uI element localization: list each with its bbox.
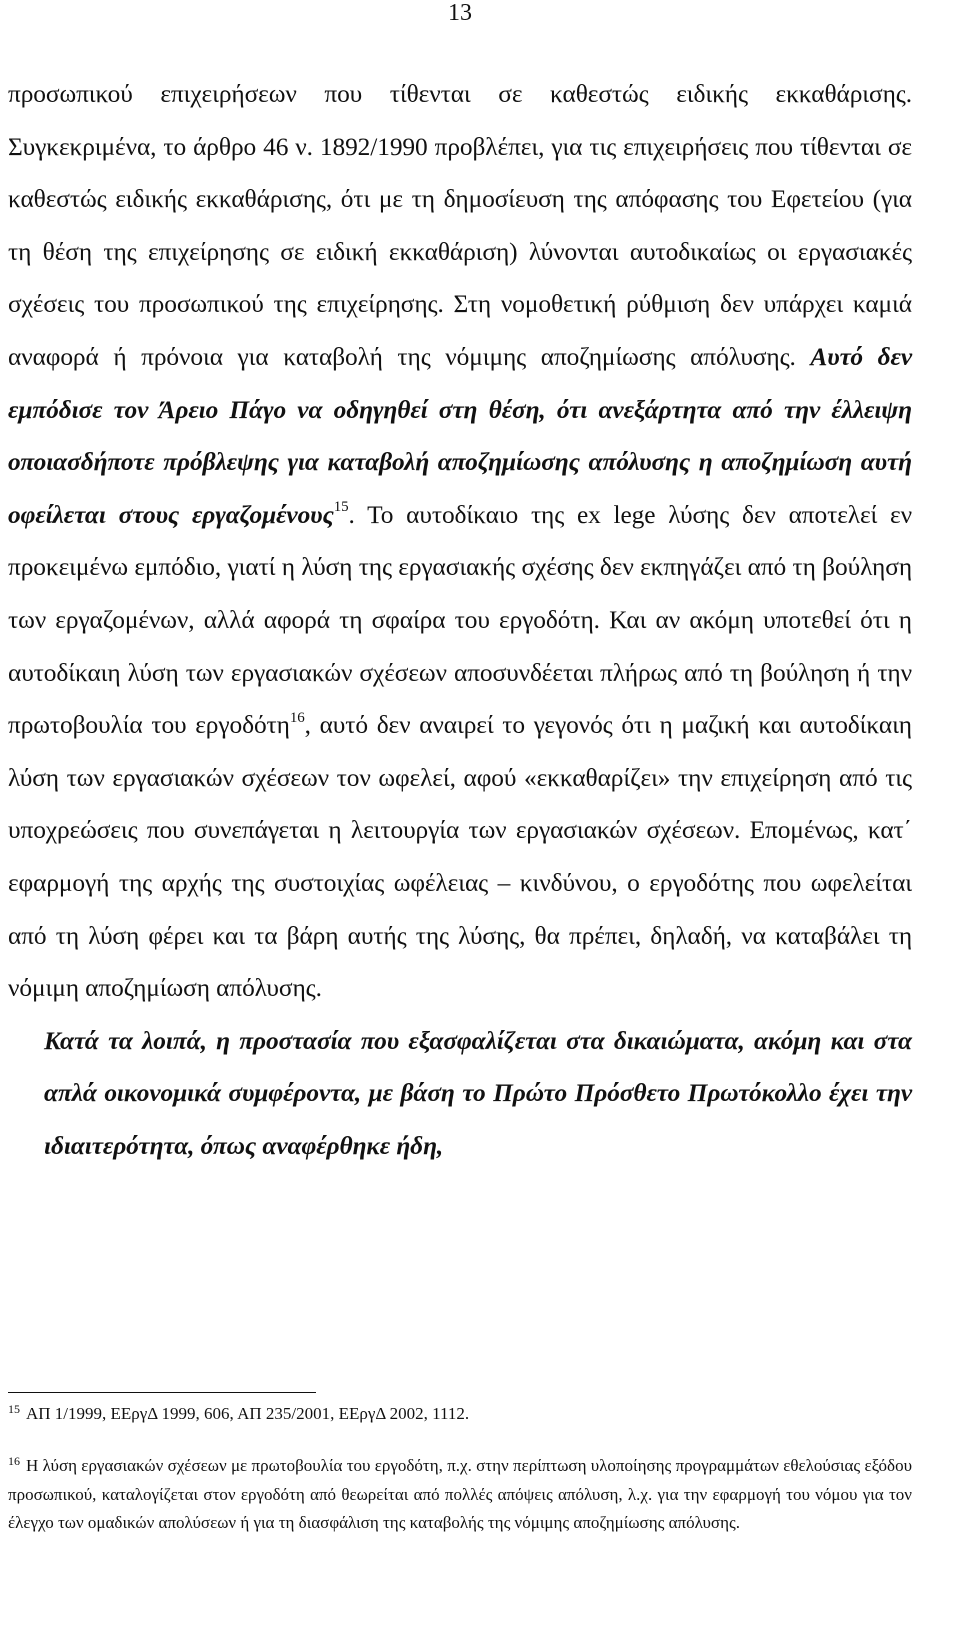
paragraph-1 — [8, 68, 912, 1015]
footnote-mark: 16 — [8, 1454, 20, 1468]
footnote-mark: 15 — [8, 1402, 20, 1416]
page-number: 13 — [448, 0, 472, 26]
footnote-15 — [8, 1400, 912, 1429]
footnote-separator — [8, 1392, 316, 1393]
paragraph-1-text-2: . Το αυτοδίκαιο της ex lege λύσης δεν αποτελεί εν προκειμένω εμπόδιο, γιατί η λύση της εργασιακής σχέσης δεν εκπηγάζει από τη βούληση των εργαζομένων, αλλά αφορά τη σφαίρα του εργοδότη. Και αν ακόμη υποτεθεί ότι η αυτοδίκαιη λύση των εργασιακών σχέσεων αποσυνδέεται πλήρως από τη βούληση ή την πρωτοβουλία του εργοδότη — [8, 500, 912, 740]
footnote-text: Η λύση εργασιακών σχέσεων με πρωτοβουλία του εργοδότη, π.χ. στην περίπτωση υλοποίησης προγραμμάτων εθελούσιας εξόδου προσωπικού, καταλογίζεται στον εργοδότη από θεωρείται από πολλές απόψεις απόλυση, λ.χ. για την εφαρμογή του νόμου για τον έλεγχο των ομαδικών απολύσεων ή για τη διασφάλιση της καταβολής της νόμιμης αποζημίωσης απόλυσης. — [8, 1456, 912, 1532]
footnote-text: ΑΠ 1/1999, ΕΕργΔ 1999, 606, ΑΠ 235/2001, ΕΕργΔ 2002, 1112. — [26, 1404, 470, 1423]
footnote-16 — [8, 1452, 912, 1537]
paragraph-1-text-1: προσωπικού επιχειρήσεων που τίθενται σε καθεστώς ειδικής εκκαθάρισης. Συγκεκριμένα, το άρθρο 46 ν. 1892/1990 προβλέπει, για τις επιχειρήσεις που τίθενται σε καθεστώς ειδικής εκκαθάρισης, ότι με τη δημοσίευση της απόφασης του Εφετείου (για τη θέση της επιχείρησης σε ειδική εκκαθάριση) λύνονται αυτοδικαίως οι εργασιακές σχέσεις του προσωπικού της επιχείρησης. Στη νομοθετική ρύθμιση δεν υπάρχει καμιά αναφορά ή πρόνοια για καταβολή της νόμιμης αποζημίωσης απόλυσης. — [8, 80, 912, 371]
footnote-ref-15[interactable]: 15 — [333, 499, 349, 516]
paragraph-2: Κατά τα λοιπά, η προστασία που εξασφαλίζεται στα δικαιώματα, ακόμη και στα απλά οικονομικά συμφέροντα, με βάση το Πρώτο Πρόσθετο Πρωτόκολλο έχει την ιδιαιτερότητα, όπως αναφέρθηκε ήδη, — [44, 1026, 912, 1160]
footnote-ref-16[interactable]: 16 — [289, 709, 305, 726]
body-text — [8, 68, 912, 1172]
paragraph-1-text-3: , αυτό δεν αναιρεί το γεγονός ότι η μαζική και αυτοδίκαιη λύση των εργασιακών σχέσεων τον ωφελεί, αφού «εκκαθαρίζει» την επιχείρηση από τις υποχρεώσεις που συνεπάγεται η λειτουργία των εργασιακών σχέσεων. Επομένως, κατ΄ εφαρμογή της αρχής της συστοιχίας ωφέλειας – κινδύνου, ο εργοδότης που ωφελείται από τη λύση φέρει και τα βάρη αυτής της λύσης, θα πρέπει, δηλαδή, να καταβάλει τη νόμιμη αποζημίωση απόλυσης. — [8, 711, 912, 1003]
paragraph-1-emphasis: Αυτό δεν εμπόδισε τον Άρειο Πάγο να οδηγηθεί στη θέση, ότι ανεξάρτητα από την έλλειψη οποιασδήποτε πρόβλεψης για καταβολή αποζημίωσης απόλυσης η αποζημίωση αυτή οφείλεται στους εργαζομένους — [8, 342, 912, 529]
